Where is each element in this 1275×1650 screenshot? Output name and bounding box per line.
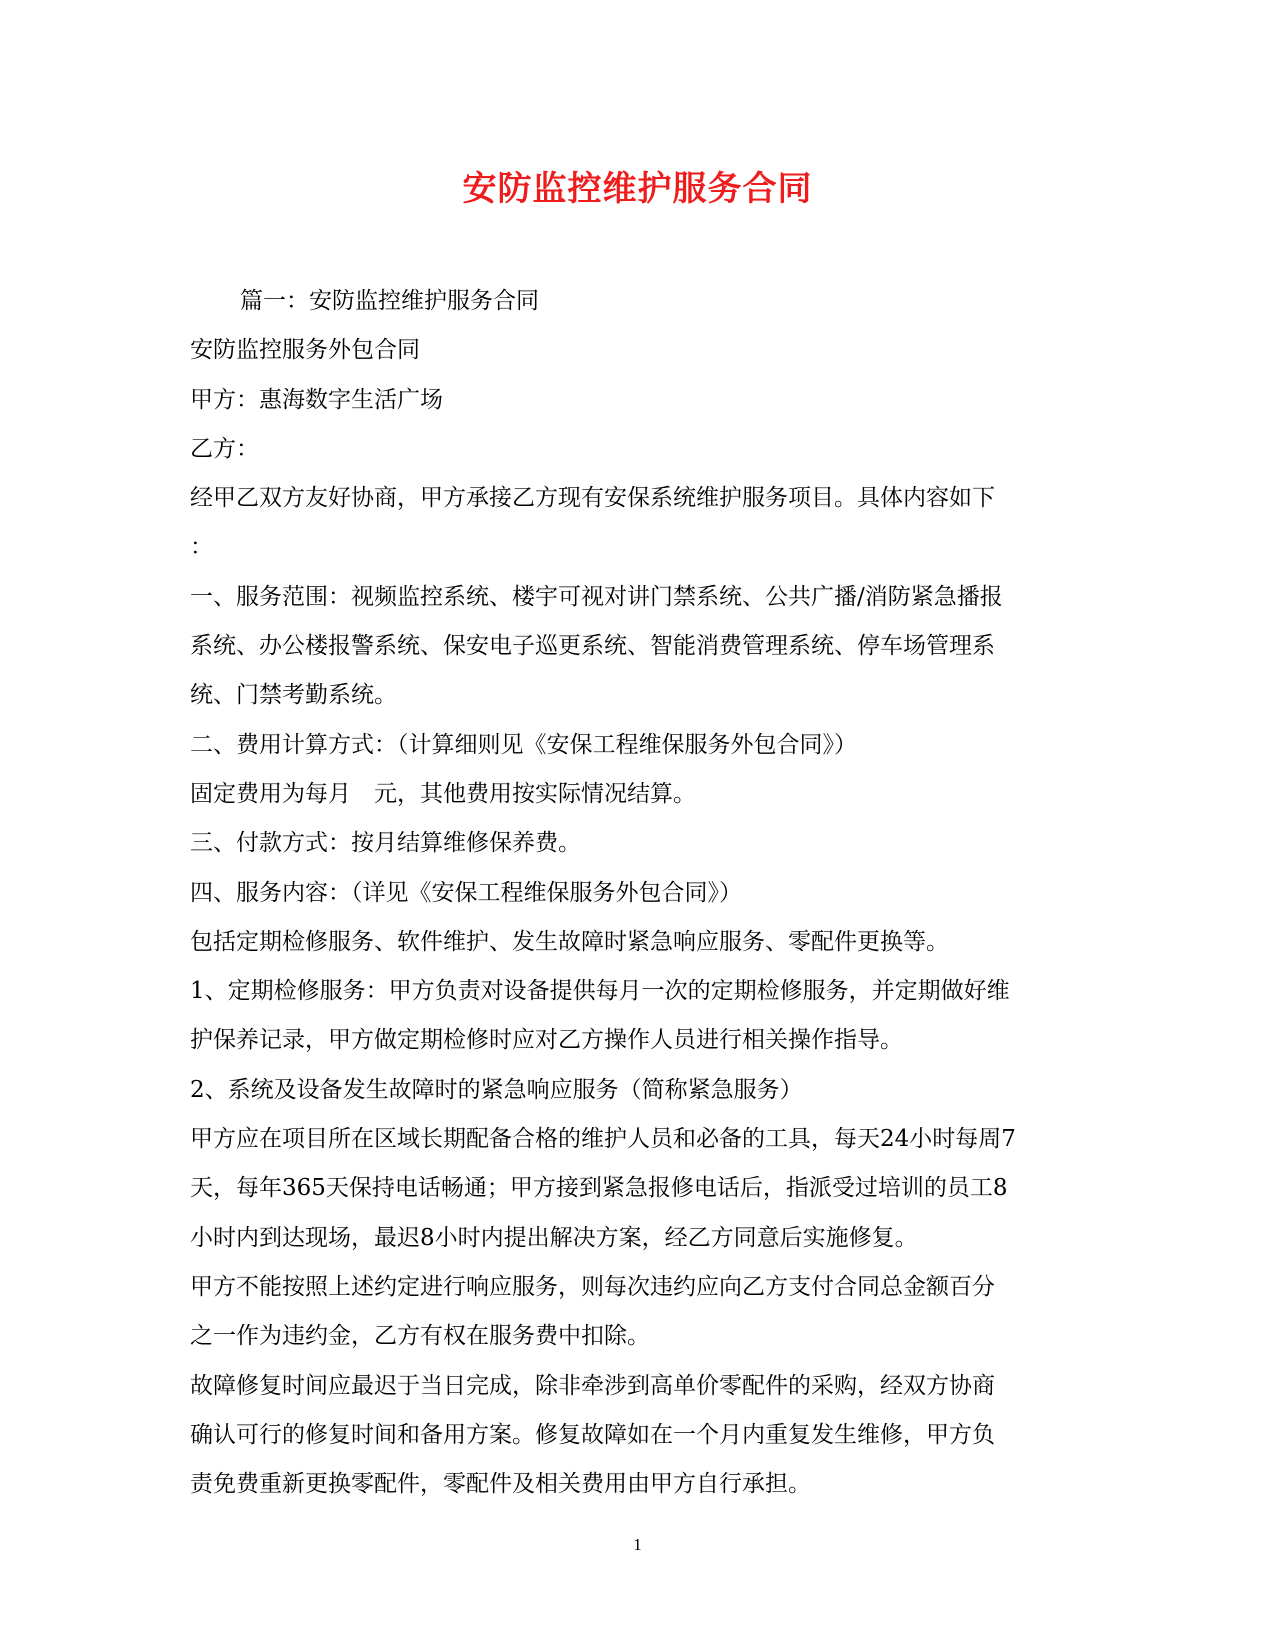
body-line: 天，每年365天保持电话畅通；甲方接到紧急报修电话后，指派受过培训的员工8 bbox=[190, 1175, 1008, 1202]
body-line: 一、服务范围：视频监控系统、楼宇可视对讲门禁系统、公共广播/消防紧急播报 bbox=[190, 583, 1003, 610]
body-line: 2、系统及设备发生故障时的紧急响应服务（简称紧急服务） bbox=[190, 1076, 803, 1103]
body-line: 三、付款方式：按月结算维修保养费。 bbox=[190, 830, 581, 857]
body-line: 四、服务内容：（详见《安保工程维保服务外包合同》） bbox=[190, 879, 742, 906]
body-line: 包括定期检修服务、软件维护、发生故障时紧急响应服务、零配件更换等。 bbox=[190, 928, 949, 955]
body-line: 甲方应在项目所在区域长期配备合格的维护人员和必备的工具，每天24小时每周7 bbox=[190, 1126, 1016, 1153]
body-line: 系统、办公楼报警系统、保安电子巡更系统、智能消费管理系统、停车场管理系 bbox=[190, 633, 995, 660]
body-line: 护保养记录，甲方做定期检修时应对乙方操作人员进行相关操作指导。 bbox=[190, 1027, 903, 1054]
body-line: ： bbox=[190, 534, 213, 561]
party-a-line: 甲方：惠海数字生活广场 bbox=[190, 386, 443, 413]
body-line: 甲方不能按照上述约定进行响应服务，则每次违约应向乙方支付合同总金额百分 bbox=[190, 1273, 995, 1300]
body-line: 经甲乙双方友好协商，甲方承接乙方现有安保系统维护服务项目。具体内容如下 bbox=[190, 485, 995, 512]
party-b-line: 乙方： bbox=[190, 435, 259, 462]
page-number: 1 bbox=[633, 1535, 642, 1554]
body-line: 固定费用为每月 元，其他费用按实际情况结算。 bbox=[190, 780, 696, 807]
document-title: 安防监控维护服务合同 bbox=[462, 169, 813, 209]
body-line: 二、费用计算方式：（计算细则见《安保工程维保服务外包合同》） bbox=[190, 731, 857, 758]
document-body bbox=[190, 277, 1080, 1509]
body-line: 故障修复时间应最迟于当日完成，除非牵涉到高单价零配件的采购，经双方协商 bbox=[190, 1372, 995, 1399]
body-line: 之一作为违约金，乙方有权在服务费中扣除。 bbox=[190, 1323, 650, 1350]
body-line: 确认可行的修复时间和备用方案。修复故障如在一个月内重复发生维修，甲方负 bbox=[190, 1421, 995, 1448]
body-line: 责免费重新更换零配件，零配件及相关费用由甲方自行承担。 bbox=[190, 1471, 811, 1498]
contract-subtitle: 安防监控服务外包合同 bbox=[190, 337, 420, 364]
section-heading: 篇一：安防监控维护服务合同 bbox=[240, 288, 539, 314]
body-line: 1、定期检修服务：甲方负责对设备提供每月一次的定期检修服务，并定期做好维 bbox=[190, 978, 1010, 1005]
body-line: 小时内到达现场，最迟8小时内提出解决方案，经乙方同意后实施修复。 bbox=[190, 1224, 918, 1251]
body-line: 统、门禁考勤系统。 bbox=[190, 682, 397, 709]
